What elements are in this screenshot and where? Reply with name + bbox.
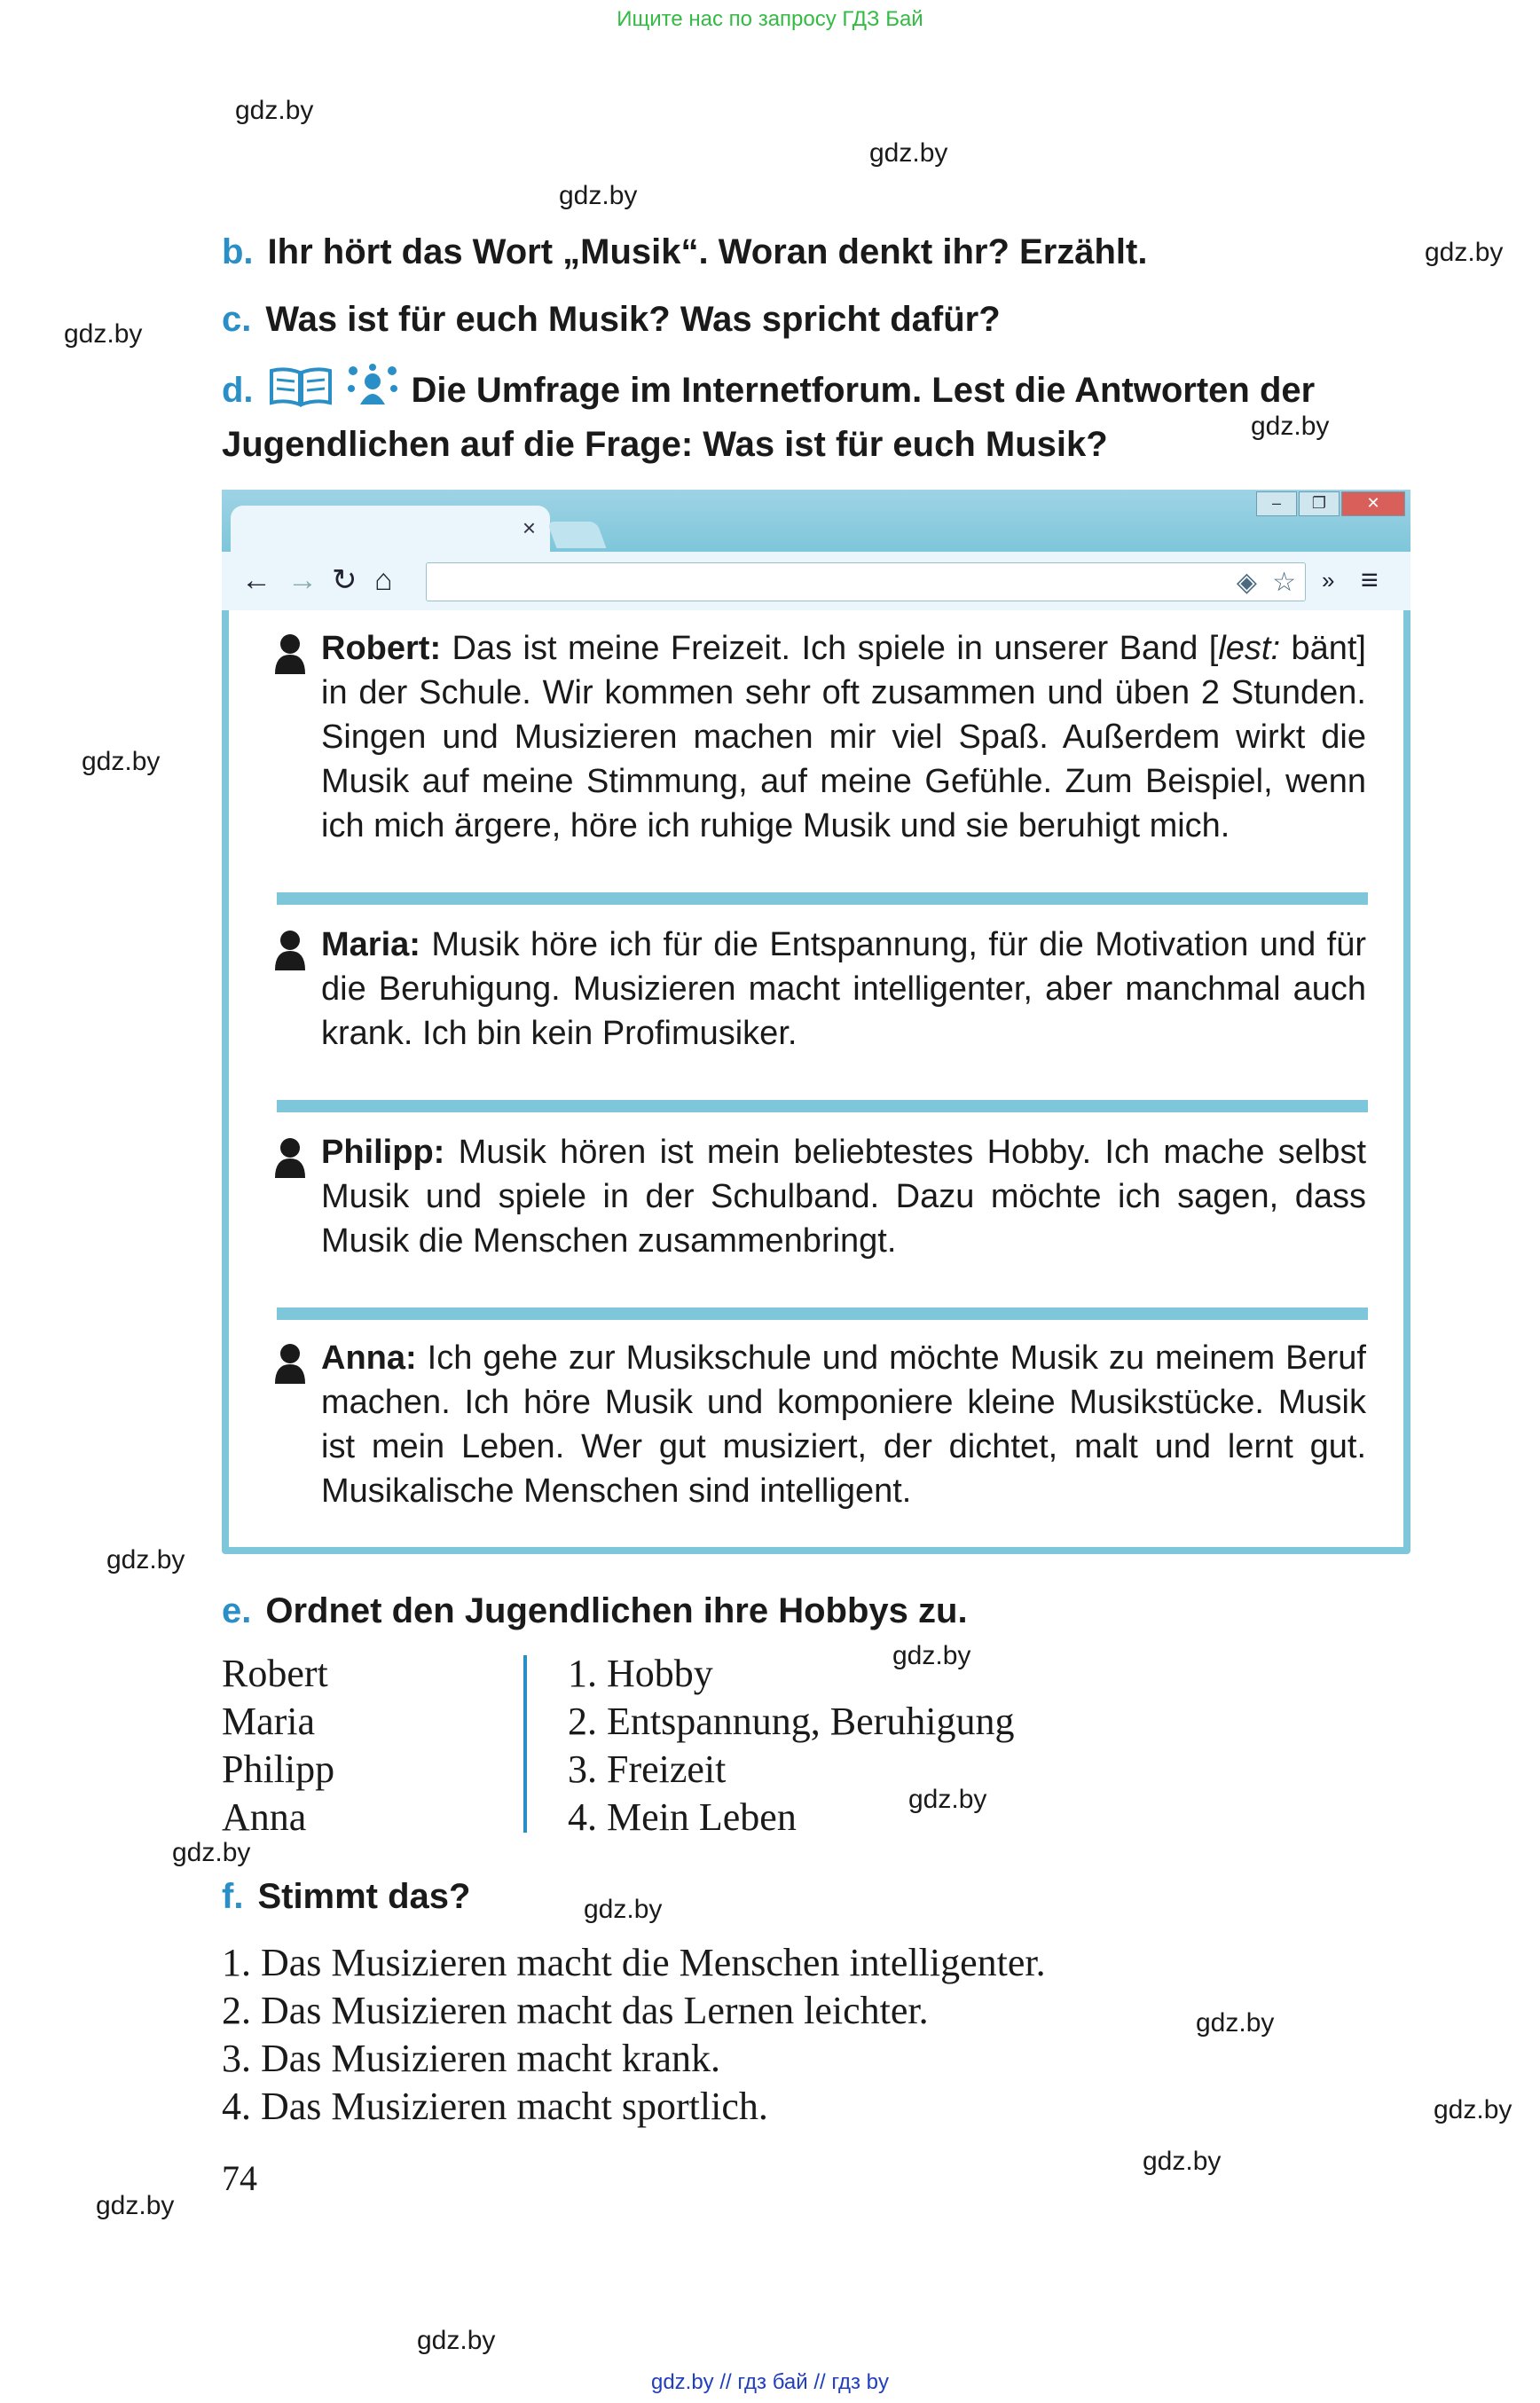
reload-icon[interactable]: ↻: [332, 563, 358, 597]
person-icon: [273, 930, 307, 972]
task-text: Stimmt das?: [257, 1877, 471, 1916]
matching-hobby: 3. Freizeit: [568, 1747, 727, 1791]
post-text: Musik höre ich für die Entspannung, für die Motivation und für die Beruhigung. Musizieren macht intelligenter, aber manchmal auch krank. Ich bin kein Profimusiker.: [321, 926, 1366, 1052]
person-icon: [273, 1343, 307, 1386]
book-icon: [268, 365, 334, 420]
forum-post-philipp: [321, 1130, 1366, 1263]
post-text: Das ist meine Freizeit. Ich spiele in unserer Band [: [441, 630, 1219, 667]
forum-post-maria: [321, 923, 1366, 1056]
post-divider: [277, 892, 1368, 905]
forward-arrow-icon[interactable]: →: [287, 563, 318, 597]
task-text: Was ist für euch Musik? Was spricht dafür?: [265, 300, 1001, 339]
watermark: gdz.by: [869, 138, 948, 168]
address-bar[interactable]: [426, 562, 1306, 601]
matching-hobby: 1. Hobby: [568, 1652, 713, 1695]
watermark: gdz.by: [1143, 2147, 1222, 2176]
matching-names: [222, 1650, 334, 1842]
matching-hobby: 2. Entspannung, Beruhigung: [568, 1700, 1015, 1743]
extension-icon[interactable]: ◈: [1236, 568, 1257, 597]
person-icon: [273, 633, 307, 676]
star-icon[interactable]: ☆: [1272, 568, 1296, 597]
post-text: Musik hören ist mein beliebtestes Hobby. Ich mache selbst Musik und spiele in der Schulband. Dazu möchte ich sagen, dass Musik die Menschen zusammenbringt.: [321, 1134, 1366, 1260]
post-text: Ich gehe zur Musikschule und möchte Musik zu meinem Beruf machen. Ich höre Musik und komponiere kleine Musikstücke. Musik ist mein Leben. Wer gut musiziert, der dichtet, malt und lernt gut. Musikalische Menschen sind intelligent.: [321, 1339, 1366, 1510]
maximize-icon[interactable]: ❐: [1299, 491, 1340, 516]
watermark: gdz.by: [235, 96, 314, 125]
task-text: Die Umfrage im Internetforum. Lest die Antworten der Jugendlichen auf die Frage: Was ist für euch Musik?: [222, 371, 1316, 464]
forum-content: [229, 610, 1403, 1547]
new-tab-button[interactable]: [547, 522, 607, 548]
statements-list: [222, 1939, 1046, 2131]
matching-hobbies: [568, 1650, 1015, 1842]
post-author: Maria:: [321, 926, 420, 963]
task-text: Ordnet den Jugendlichen ihre Hobbys zu.: [265, 1591, 968, 1630]
statement-item: 2. Das Musizieren macht das Lernen leichter.: [222, 1989, 929, 2032]
watermark: gdz.by: [1434, 2095, 1512, 2124]
browser-window: [222, 490, 1410, 1554]
task-letter: d.: [222, 371, 254, 411]
watermark: gdz.by: [172, 1838, 251, 1867]
task-letter: f.: [222, 1877, 244, 1916]
watermark: gdz.by: [1196, 2008, 1275, 2038]
page-number: 74: [222, 2158, 257, 2198]
minimize-icon[interactable]: ‒: [1256, 491, 1297, 516]
person-icon: [273, 1137, 307, 1180]
browser-tab[interactable]: [231, 506, 550, 552]
browser-titlebar: [222, 490, 1410, 552]
watermark: gdz.by: [106, 1545, 185, 1575]
home-icon[interactable]: ⌂: [374, 563, 393, 597]
watermark: gdz.by: [96, 2191, 175, 2220]
watermark: gdz.by: [559, 181, 638, 210]
post-divider: [277, 1100, 1368, 1112]
statement-item: 4. Das Musizieren macht sportlich.: [222, 2085, 768, 2128]
post-italic: lest:: [1218, 630, 1281, 667]
task-letter: c.: [222, 300, 252, 339]
watermark: gdz.by: [1425, 238, 1504, 267]
window-controls: [1254, 491, 1405, 516]
watermark: gdz.by: [417, 2326, 496, 2355]
back-arrow-icon[interactable]: ←: [241, 563, 271, 597]
task-letter: e.: [222, 1591, 252, 1630]
task-b: [222, 229, 1410, 275]
menu-icon[interactable]: ≡: [1361, 563, 1379, 597]
watermark: gdz.by: [82, 747, 161, 776]
task-c: [222, 296, 1410, 342]
watermark: gdz.by: [1251, 412, 1330, 441]
tab-close-icon[interactable]: ×: [522, 514, 536, 541]
matching-name: Anna: [222, 1795, 307, 1839]
post-author: Anna:: [321, 1339, 417, 1377]
browser-toolbar: [222, 552, 1410, 610]
post-author: Robert:: [321, 630, 442, 667]
statement-item: 1. Das Musizieren macht die Menschen intelligenter.: [222, 1941, 1046, 1984]
top-banner[interactable]: Ищите нас по запросу ГДЗ Бай: [617, 7, 923, 31]
watermark: gdz.by: [908, 1785, 987, 1814]
task-f: [222, 1873, 1410, 1920]
post-text: bänt] in der Schule. Wir kommen sehr oft zusammen und üben 2 Stunden. Singen und Musizieren machen mir viel Spaß. Außerdem wirkt die Musik auf meine Stimmung, auf meine Gefühle. Zum Beispiel, wenn ich mich ärgere, höre ich ruhige Musik und sie beruhigt mich.: [321, 630, 1366, 844]
watermark: gdz.by: [584, 1895, 663, 1924]
post-divider: [277, 1308, 1368, 1320]
task-letter: b.: [222, 232, 254, 271]
watermark: gdz.by: [64, 319, 143, 349]
statement-item: 3. Das Musizieren macht krank.: [222, 2037, 721, 2080]
matching-divider: [523, 1655, 527, 1833]
post-author: Philipp:: [321, 1134, 445, 1171]
matching-name: Philipp: [222, 1747, 335, 1791]
task-e: [222, 1588, 1410, 1634]
matching-name: Robert: [222, 1652, 328, 1695]
group-work-icon: [346, 364, 399, 421]
forum-post-robert: [321, 626, 1366, 848]
matching-hobby: 4. Mein Leben: [568, 1795, 797, 1839]
task-d: [222, 364, 1410, 467]
task-text: Ihr hört das Wort „Musik“. Woran denkt ihr? Erzählt.: [267, 232, 1148, 271]
close-icon[interactable]: ✕: [1341, 491, 1405, 516]
footer-links[interactable]: gdz.by // гдз бай // гдз by: [650, 2370, 890, 2394]
watermark: gdz.by: [892, 1641, 971, 1670]
forum-post-anna: [321, 1336, 1366, 1513]
matching-name: Maria: [222, 1700, 316, 1743]
more-icon[interactable]: »: [1322, 567, 1335, 593]
